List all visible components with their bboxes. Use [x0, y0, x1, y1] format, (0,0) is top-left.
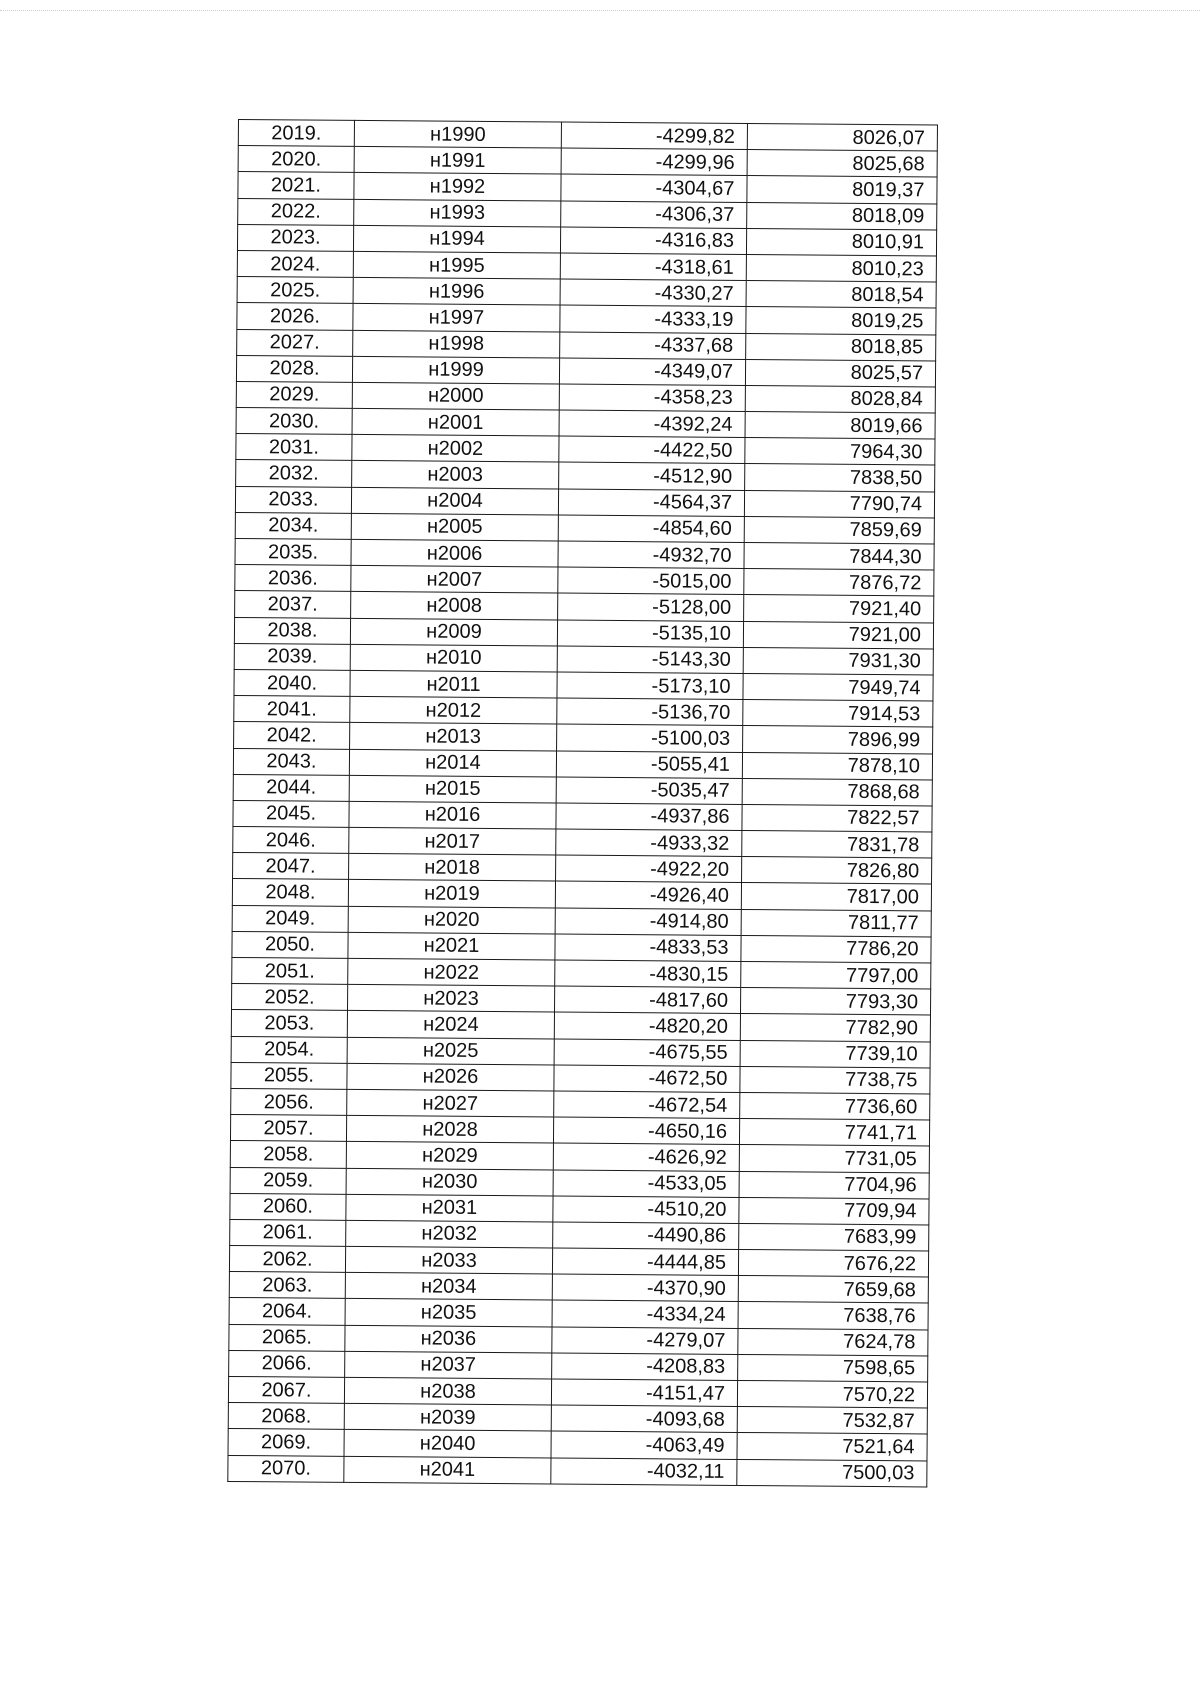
point-name-cell: н2010	[350, 644, 557, 672]
row-number-cell: 2059.	[230, 1167, 346, 1194]
y-coordinate-cell: 7826,80	[742, 857, 932, 885]
x-coordinate-cell: -4675,55	[554, 1039, 740, 1067]
row-number-cell: 2061.	[230, 1219, 346, 1246]
x-coordinate-cell: -4820,20	[554, 1012, 740, 1040]
point-name-cell: н2024	[347, 1011, 554, 1039]
row-number-cell: 2051.	[232, 957, 348, 984]
y-coordinate-cell: 8019,25	[746, 307, 936, 335]
x-coordinate-cell: -4854,60	[558, 515, 744, 543]
y-coordinate-cell: 7876,72	[744, 569, 934, 597]
x-coordinate-cell: -4304,67	[561, 174, 747, 202]
point-name-cell: н2035	[345, 1299, 552, 1327]
point-name-cell: н2007	[351, 566, 558, 594]
row-number-cell: 2042.	[234, 722, 350, 749]
y-coordinate-cell: 7822,57	[742, 804, 932, 832]
point-name-cell: н2025	[347, 1037, 554, 1065]
row-number-cell: 2065.	[229, 1324, 345, 1351]
point-name-cell: н2009	[350, 618, 557, 646]
y-coordinate-cell: 7817,00	[741, 883, 931, 911]
x-coordinate-cell: -5015,00	[558, 567, 744, 595]
point-name-cell: н2003	[352, 461, 559, 489]
y-coordinate-cell: 7683,99	[739, 1223, 929, 1251]
row-number-cell: 2036.	[235, 565, 351, 592]
point-name-cell: н2026	[347, 1063, 554, 1091]
point-name-cell: н2023	[347, 985, 554, 1013]
point-name-cell: н1995	[353, 251, 560, 279]
coordinates-table	[227, 119, 938, 1487]
x-coordinate-cell: -4672,50	[554, 1065, 740, 1093]
x-coordinate-cell: -4306,37	[561, 201, 747, 229]
point-name-cell: н2008	[351, 592, 558, 620]
point-name-cell: н2013	[350, 723, 557, 751]
row-number-cell: 2055.	[231, 1062, 347, 1089]
row-number-cell: 2056.	[231, 1088, 347, 1115]
row-number-cell: 2067.	[228, 1376, 344, 1403]
y-coordinate-cell: 8025,68	[747, 150, 937, 178]
row-number-cell: 2037.	[235, 591, 351, 618]
y-coordinate-cell: 7811,77	[741, 909, 931, 937]
x-coordinate-cell: -4422,50	[559, 436, 745, 464]
point-name-cell: н1996	[353, 278, 560, 306]
x-coordinate-cell: -4279,07	[552, 1327, 738, 1355]
y-coordinate-cell: 7731,05	[739, 1145, 929, 1173]
row-number-cell: 2026.	[237, 303, 353, 330]
x-coordinate-cell: -4337,68	[560, 332, 746, 360]
point-name-cell: н1999	[352, 356, 559, 384]
row-number-cell: 2030.	[236, 408, 352, 435]
row-number-cell: 2044.	[233, 774, 349, 801]
row-number-cell: 2070.	[228, 1455, 344, 1482]
row-number-cell: 2058.	[230, 1141, 346, 1168]
x-coordinate-cell: -4512,90	[559, 462, 745, 490]
y-coordinate-cell: 7859,69	[744, 516, 934, 544]
point-name-cell: н2033	[345, 1246, 552, 1274]
x-coordinate-cell: -4392,24	[559, 410, 745, 438]
y-coordinate-cell: 7738,75	[740, 1066, 930, 1094]
row-number-cell: 2043.	[233, 748, 349, 775]
x-coordinate-cell: -4650,16	[553, 1117, 739, 1145]
x-coordinate-cell: -4358,23	[559, 384, 745, 412]
x-coordinate-cell: -4933,32	[556, 829, 742, 857]
y-coordinate-cell: 7914,53	[743, 700, 933, 728]
x-coordinate-cell: -4032,11	[551, 1458, 737, 1486]
x-coordinate-cell: -4490,86	[553, 1222, 739, 1250]
x-coordinate-cell: -4564,37	[558, 489, 744, 517]
point-name-cell: н2021	[348, 932, 555, 960]
y-coordinate-cell: 7521,64	[737, 1433, 927, 1461]
point-name-cell: н2039	[344, 1404, 551, 1432]
x-coordinate-cell: -4151,47	[551, 1379, 737, 1407]
row-number-cell: 2031.	[236, 434, 352, 461]
point-name-cell: н2032	[346, 1220, 553, 1248]
point-name-cell: н2011	[350, 670, 557, 698]
x-coordinate-cell: -5128,00	[558, 593, 744, 621]
y-coordinate-cell: 7500,03	[737, 1459, 927, 1487]
row-number-cell: 2049.	[232, 905, 348, 932]
point-name-cell: н2016	[349, 801, 556, 829]
point-name-cell: н2017	[349, 827, 556, 855]
x-coordinate-cell: -5143,30	[557, 646, 743, 674]
y-coordinate-cell: 7797,00	[741, 961, 931, 989]
x-coordinate-cell: -5035,47	[556, 777, 742, 805]
row-number-cell: 2029.	[236, 381, 352, 408]
row-number-cell: 2027.	[237, 329, 353, 356]
point-name-cell: н1993	[354, 199, 561, 227]
point-name-cell: н2002	[352, 435, 559, 463]
row-number-cell: 2047.	[233, 853, 349, 880]
x-coordinate-cell: -4349,07	[559, 358, 745, 386]
x-coordinate-cell: -4334,24	[552, 1300, 738, 1328]
x-coordinate-cell: -4922,20	[556, 855, 742, 883]
point-name-cell: н2028	[346, 1116, 553, 1144]
point-name-cell: н2014	[349, 749, 556, 777]
point-name-cell: н2030	[346, 1168, 553, 1196]
x-coordinate-cell: -4533,05	[553, 1170, 739, 1198]
row-number-cell: 2050.	[232, 931, 348, 958]
row-number-cell: 2063.	[229, 1272, 345, 1299]
point-name-cell: н2004	[351, 487, 558, 515]
y-coordinate-cell: 8018,09	[747, 202, 937, 230]
x-coordinate-cell: -4914,80	[555, 908, 741, 936]
x-coordinate-cell: -4318,61	[560, 253, 746, 281]
x-coordinate-cell: -5055,41	[556, 751, 742, 779]
x-coordinate-cell: -4330,27	[560, 279, 746, 307]
x-coordinate-cell: -4444,85	[552, 1248, 738, 1276]
point-name-cell: н2022	[348, 958, 555, 986]
point-name-cell: н2001	[352, 408, 559, 436]
point-name-cell: н2029	[346, 1142, 553, 1170]
point-name-cell: н2037	[345, 1351, 552, 1379]
row-number-cell: 2024.	[237, 250, 353, 277]
y-coordinate-cell: 7739,10	[740, 1040, 930, 1068]
y-coordinate-cell: 7709,94	[739, 1197, 929, 1225]
row-number-cell: 2048.	[232, 879, 348, 906]
x-coordinate-cell: -4672,54	[554, 1091, 740, 1119]
x-coordinate-cell: -4932,70	[558, 541, 744, 569]
y-coordinate-cell: 7736,60	[740, 1092, 930, 1120]
x-coordinate-cell: -5173,10	[557, 672, 743, 700]
x-coordinate-cell: -4299,82	[561, 122, 747, 150]
row-number-cell: 2034.	[235, 512, 351, 539]
x-coordinate-cell: -4926,40	[555, 881, 741, 909]
point-name-cell: н2041	[344, 1456, 551, 1484]
y-coordinate-cell: 7786,20	[741, 935, 931, 963]
x-coordinate-cell: -4299,96	[561, 148, 747, 176]
row-number-cell: 2054.	[231, 1036, 347, 1063]
page-top-rule	[0, 10, 1200, 11]
point-name-cell: н1990	[354, 120, 561, 148]
y-coordinate-cell: 7896,99	[743, 726, 933, 754]
row-number-cell: 2064.	[229, 1298, 345, 1325]
y-coordinate-cell: 7868,68	[742, 778, 932, 806]
x-coordinate-cell: -4817,60	[554, 986, 740, 1014]
row-number-cell: 2028.	[236, 355, 352, 382]
y-coordinate-cell: 7790,74	[744, 490, 934, 518]
y-coordinate-cell: 7676,22	[738, 1250, 928, 1278]
y-coordinate-cell: 8019,66	[745, 412, 935, 440]
x-coordinate-cell: -4937,86	[556, 803, 742, 831]
y-coordinate-cell: 7704,96	[739, 1171, 929, 1199]
y-coordinate-cell: 7782,90	[740, 1014, 930, 1042]
y-coordinate-cell: 7921,00	[743, 621, 933, 649]
x-coordinate-cell: -4063,49	[551, 1431, 737, 1459]
point-name-cell: н2020	[348, 906, 555, 934]
x-coordinate-cell: -4316,83	[560, 227, 746, 255]
point-name-cell: н1997	[353, 304, 560, 332]
y-coordinate-cell: 8019,37	[747, 176, 937, 204]
row-number-cell: 2060.	[230, 1193, 346, 1220]
coordinates-table-container	[227, 119, 937, 1487]
point-name-cell: н1991	[354, 147, 561, 175]
y-coordinate-cell: 7570,22	[737, 1380, 927, 1408]
x-coordinate-cell: -4370,90	[552, 1274, 738, 1302]
y-coordinate-cell: 7638,76	[738, 1302, 928, 1330]
row-number-cell: 2023.	[237, 224, 353, 251]
row-number-cell: 2032.	[236, 460, 352, 487]
row-number-cell: 2053.	[231, 1010, 347, 1037]
coordinates-table-body	[228, 120, 938, 1487]
point-name-cell: н2015	[349, 775, 556, 803]
table-row	[228, 1455, 927, 1487]
row-number-cell: 2038.	[234, 617, 350, 644]
y-coordinate-cell: 8010,91	[746, 228, 936, 256]
point-name-cell: н2034	[345, 1273, 552, 1301]
y-coordinate-cell: 7949,74	[743, 673, 933, 701]
x-coordinate-cell: -4093,68	[551, 1405, 737, 1433]
row-number-cell: 2066.	[229, 1350, 345, 1377]
row-number-cell: 2040.	[234, 669, 350, 696]
y-coordinate-cell: 8018,85	[746, 333, 936, 361]
x-coordinate-cell: -5100,03	[557, 724, 743, 752]
point-name-cell: н2038	[344, 1377, 551, 1405]
row-number-cell: 2069.	[228, 1429, 344, 1456]
x-coordinate-cell: -4833,53	[555, 934, 741, 962]
y-coordinate-cell: 7598,65	[738, 1354, 928, 1382]
point-name-cell: н2006	[351, 539, 558, 567]
x-coordinate-cell: -4626,92	[553, 1143, 739, 1171]
y-coordinate-cell: 7931,30	[743, 647, 933, 675]
row-number-cell: 2019.	[238, 120, 354, 147]
point-name-cell: н2012	[350, 697, 557, 725]
row-number-cell: 2039.	[234, 643, 350, 670]
x-coordinate-cell: -4830,15	[555, 960, 741, 988]
point-name-cell: н1992	[354, 173, 561, 201]
row-number-cell: 2046.	[233, 827, 349, 854]
y-coordinate-cell: 7659,68	[738, 1276, 928, 1304]
y-coordinate-cell: 7624,78	[738, 1328, 928, 1356]
point-name-cell: н2005	[351, 513, 558, 541]
point-name-cell: н2031	[346, 1194, 553, 1222]
x-coordinate-cell: -4333,19	[560, 305, 746, 333]
point-name-cell: н2000	[352, 382, 559, 410]
row-number-cell: 2045.	[233, 800, 349, 827]
y-coordinate-cell: 8018,54	[746, 281, 936, 309]
y-coordinate-cell: 7838,50	[745, 464, 935, 492]
point-name-cell: н2018	[349, 854, 556, 882]
x-coordinate-cell: -5135,10	[557, 620, 743, 648]
point-name-cell: н1994	[353, 225, 560, 253]
row-number-cell: 2022.	[238, 198, 354, 225]
y-coordinate-cell: 7831,78	[742, 831, 932, 859]
row-number-cell: 2020.	[238, 146, 354, 173]
row-number-cell: 2041.	[234, 696, 350, 723]
y-coordinate-cell: 8025,57	[745, 359, 935, 387]
y-coordinate-cell: 7964,30	[745, 438, 935, 466]
x-coordinate-cell: -4510,20	[553, 1196, 739, 1224]
point-name-cell: н2019	[348, 880, 555, 908]
y-coordinate-cell: 7844,30	[744, 542, 934, 570]
y-coordinate-cell: 7921,40	[744, 595, 934, 623]
row-number-cell: 2025.	[237, 277, 353, 304]
y-coordinate-cell: 8028,84	[745, 385, 935, 413]
y-coordinate-cell: 8026,07	[747, 124, 937, 152]
y-coordinate-cell: 7532,87	[737, 1407, 927, 1435]
row-number-cell: 2062.	[229, 1246, 345, 1273]
row-number-cell: 2033.	[235, 486, 351, 513]
x-coordinate-cell: -4208,83	[552, 1353, 738, 1381]
row-number-cell: 2052.	[232, 984, 348, 1011]
row-number-cell: 2057.	[230, 1115, 346, 1142]
point-name-cell: н2040	[344, 1430, 551, 1458]
point-name-cell: н2027	[347, 1089, 554, 1117]
x-coordinate-cell: -5136,70	[557, 698, 743, 726]
y-coordinate-cell: 8010,23	[746, 254, 936, 282]
point-name-cell: н2036	[345, 1325, 552, 1353]
row-number-cell: 2035.	[235, 538, 351, 565]
row-number-cell: 2021.	[238, 172, 354, 199]
row-number-cell: 2068.	[228, 1403, 344, 1430]
y-coordinate-cell: 7741,71	[739, 1119, 929, 1147]
y-coordinate-cell: 7793,30	[740, 988, 930, 1016]
point-name-cell: н1998	[353, 330, 560, 358]
y-coordinate-cell: 7878,10	[742, 752, 932, 780]
